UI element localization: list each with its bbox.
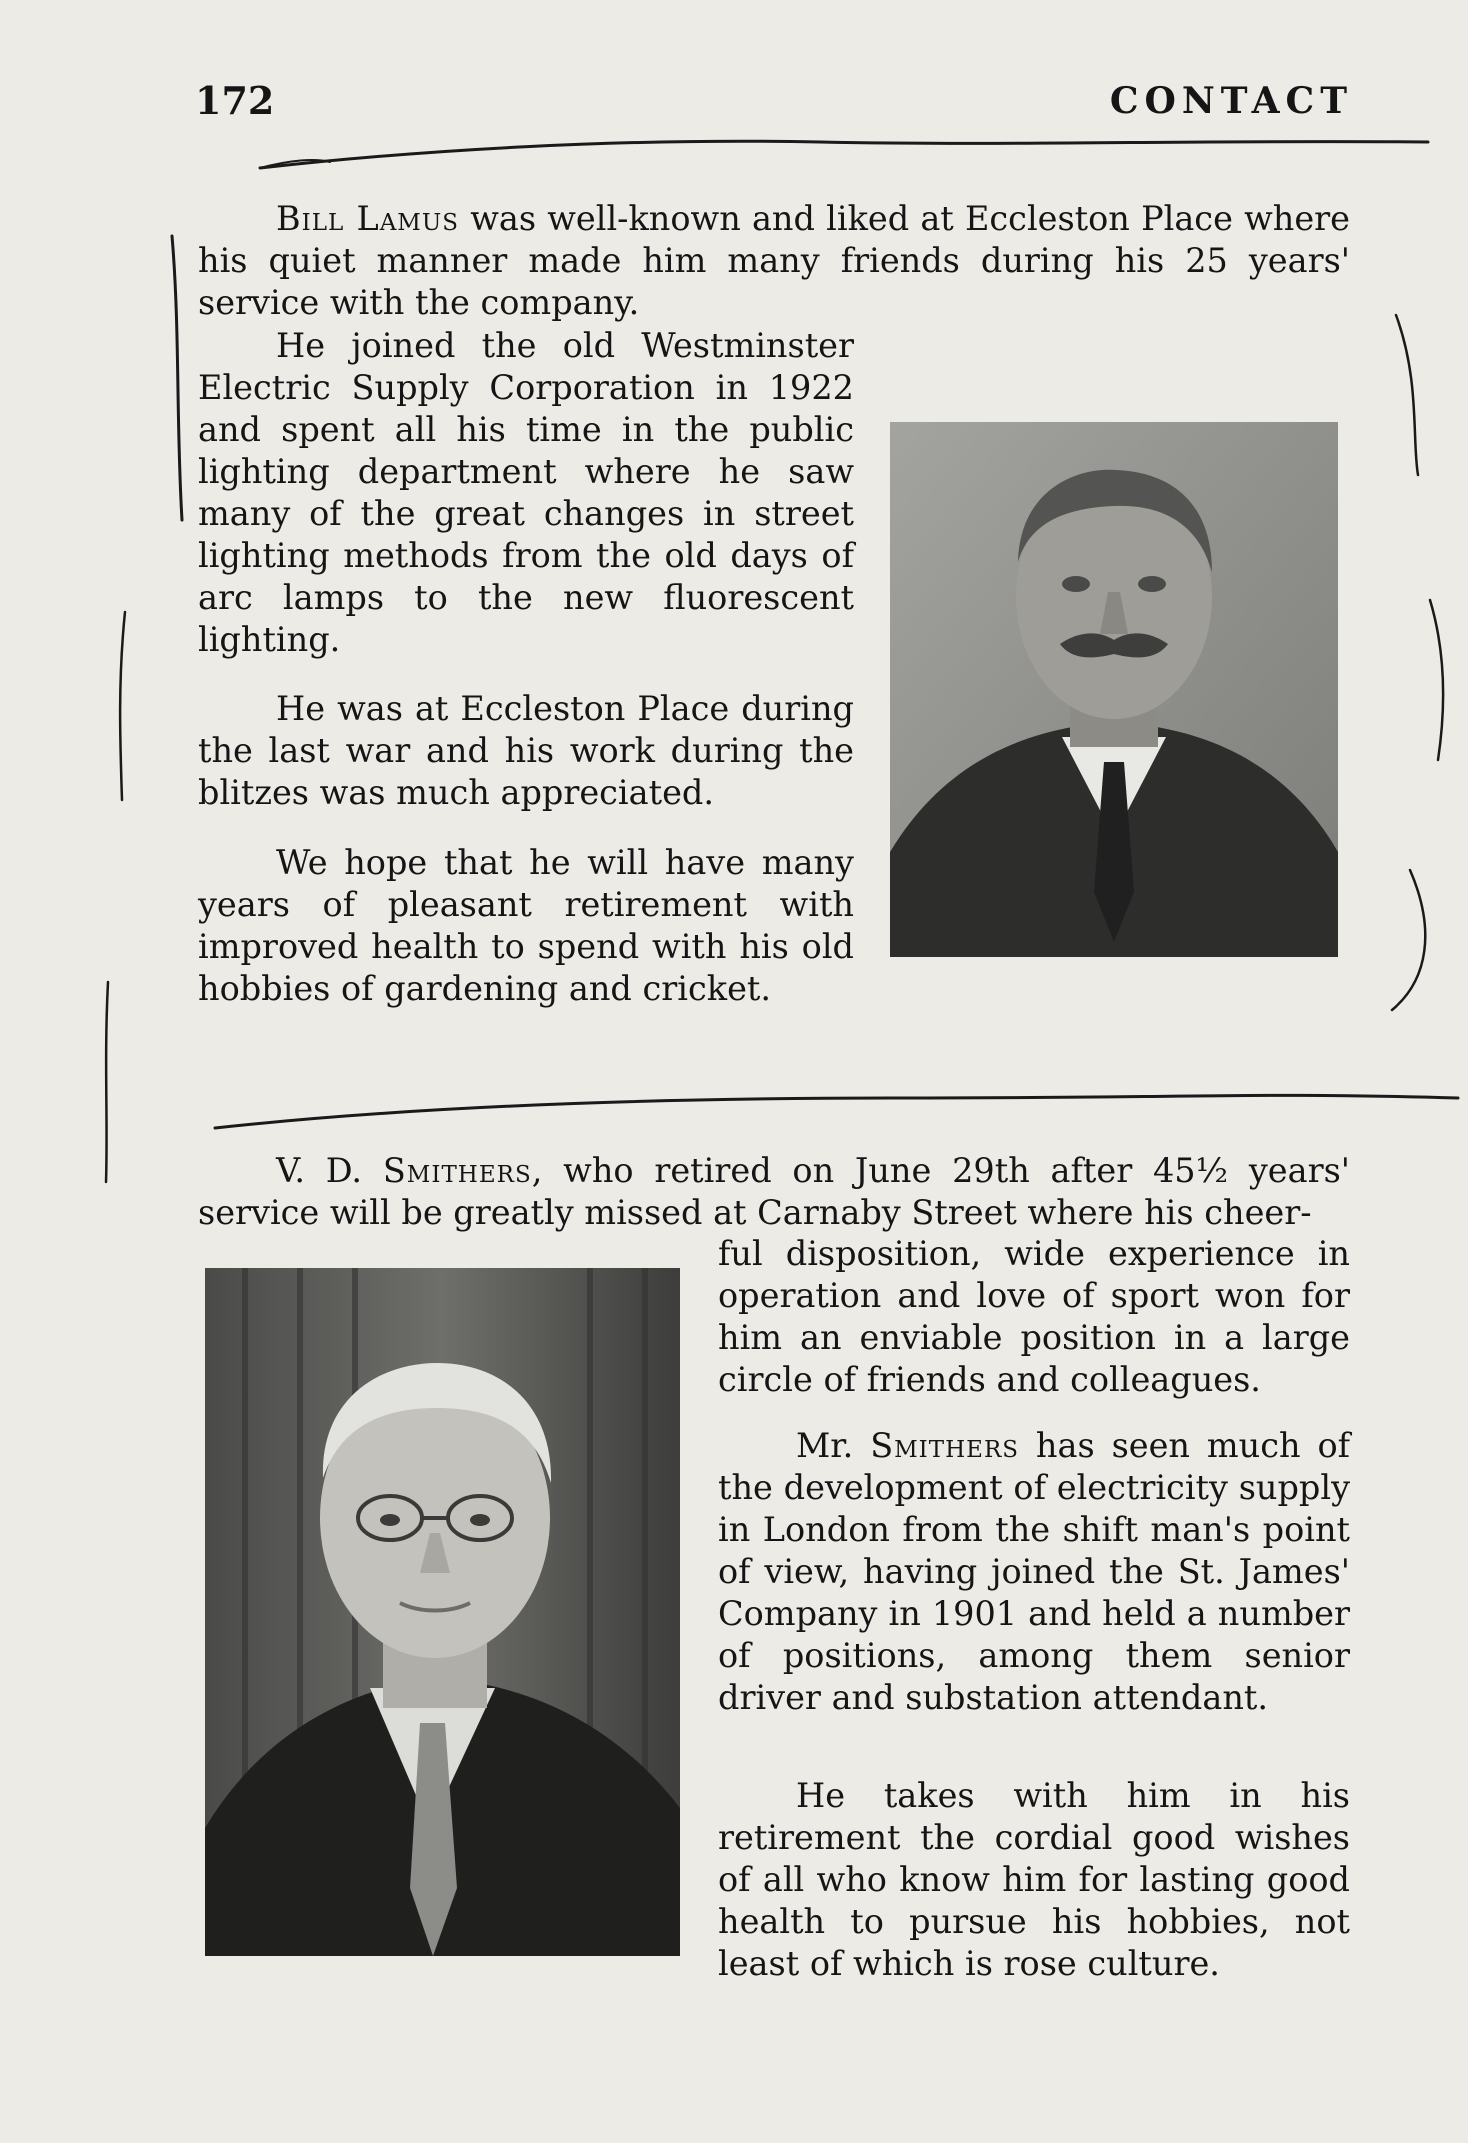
article2-p1-text: , who retired on June 29th after 45½ years' service will be greatly missed at Carnaby Street where his cheer- — [198, 1151, 1350, 1232]
top-rule-hook — [260, 160, 330, 168]
article1-paragraph-1 — [198, 198, 1350, 324]
article2-name: Smithers — [382, 1151, 532, 1190]
article2-paragraph-3: He takes with him in his retirement the cordial good wishes of all who know him for lasting good health to pursue his hobbies, not least of which is rose culture. — [718, 1776, 1350, 1983]
article2-paragraph-1 — [198, 1150, 1350, 1234]
right-bracket-1 — [1396, 315, 1418, 475]
page-number: 172 — [195, 78, 275, 123]
right-bracket-2 — [1430, 600, 1443, 760]
article1-paragraph-2: He joined the old Westminster Electric Supply Corporation in 1922 and spent all his time in the public lighting department where he saw many of the great changes in street lighting methods from the old days of arc lamps to the new fluorescent lighting. — [198, 326, 854, 659]
article2-initials: V. D. — [276, 1151, 383, 1190]
middle-wavy-rule — [215, 1095, 1458, 1128]
running-head: CONTACT — [1109, 80, 1353, 122]
article1-name: Bill Lamus — [276, 199, 459, 238]
left-bracket-2 — [120, 612, 125, 800]
right-bracket-3 — [1392, 870, 1425, 1010]
portrait-photo-1 — [890, 422, 1338, 957]
article1-p1-text: was well-known and liked at Eccleston Place where his quiet manner made him many friends during his 25 years' service with the company. — [198, 199, 1350, 322]
left-bracket-3 — [106, 982, 108, 1182]
portrait-photo-2 — [205, 1268, 680, 1956]
article2-paragraph-1-continued: ful disposition, wide experience in operation and love of sport won for him an enviable position in a large circle of friends and colleagues. — [718, 1234, 1350, 1399]
left-bracket-1 — [172, 236, 182, 520]
article1-paragraph-3: He was at Eccleston Place during the last war and his work during the blitzes was much appreciated. — [198, 689, 854, 812]
article2-paragraph-2 — [718, 1425, 1350, 1719]
top-wavy-rule — [260, 141, 1428, 168]
article1-paragraph-4: We hope that he will have many years of pleasant retirement with improved health to spend with his old hobbies of gardening and cricket. — [198, 843, 854, 1008]
article2-p2-title: Mr. — [796, 1426, 871, 1465]
article2-p2-name: Smithers — [870, 1426, 1020, 1465]
article2-p2-text: has seen much of the development of electricity supply in London from the shift man's point of view, having joined the St. James' Company in 1901 and held a number of positions, among them senior driver and substation attendant. — [718, 1426, 1351, 1717]
